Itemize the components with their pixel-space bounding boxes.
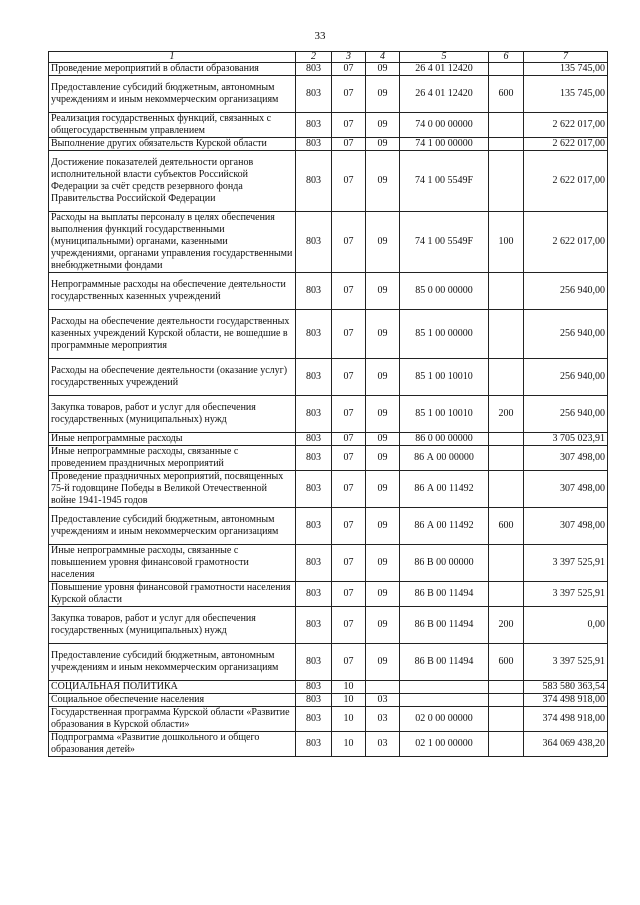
table-row xyxy=(49,545,608,582)
ministry-code: 803 xyxy=(296,644,332,681)
section-code: 07 xyxy=(332,63,366,76)
amount: 135 745,00 xyxy=(524,76,608,113)
section-code: 07 xyxy=(332,545,366,582)
ministry-code: 803 xyxy=(296,433,332,446)
section-code: 07 xyxy=(332,310,366,359)
amount: 256 940,00 xyxy=(524,396,608,433)
expense-type-code xyxy=(489,694,524,707)
target-item-code: 86 А 00 11492 xyxy=(400,508,489,545)
expense-type-code xyxy=(489,707,524,732)
ministry-code: 803 xyxy=(296,359,332,396)
ministry-code: 803 xyxy=(296,694,332,707)
table-row xyxy=(49,732,608,757)
item-name: Иные непрограммные расходы, связанные с повышением уровня финансовой грамотности населения xyxy=(49,545,296,582)
section-code: 07 xyxy=(332,508,366,545)
subsection-code: 09 xyxy=(366,446,400,471)
section-code: 10 xyxy=(332,707,366,732)
expense-type-code: 600 xyxy=(489,76,524,113)
item-name: Закупка товаров, работ и услуг для обеспечения государственных (муниципальных) нужд xyxy=(49,607,296,644)
expense-type-code xyxy=(489,138,524,151)
section-code: 07 xyxy=(332,582,366,607)
item-name: СОЦИАЛЬНАЯ ПОЛИТИКА xyxy=(49,681,296,694)
item-name: Иные непрограммные расходы xyxy=(49,433,296,446)
table-row xyxy=(49,694,608,707)
subsection-code: 09 xyxy=(366,138,400,151)
target-item-code: 26 4 01 12420 xyxy=(400,63,489,76)
section-code: 10 xyxy=(332,681,366,694)
table-row xyxy=(49,644,608,681)
item-name: Проведение мероприятий в области образования xyxy=(49,63,296,76)
expense-type-code: 600 xyxy=(489,508,524,545)
page-number: 33 xyxy=(314,30,326,42)
expense-type-code xyxy=(489,63,524,76)
subsection-code: 09 xyxy=(366,582,400,607)
subsection-code: 09 xyxy=(366,508,400,545)
amount: 256 940,00 xyxy=(524,310,608,359)
target-item-code: 86 В 00 11494 xyxy=(400,607,489,644)
expense-type-code xyxy=(489,151,524,212)
expense-type-code xyxy=(489,471,524,508)
table-row xyxy=(49,113,608,138)
subsection-code: 09 xyxy=(366,433,400,446)
subsection-code: 09 xyxy=(366,113,400,138)
table-row xyxy=(49,508,608,545)
section-code: 07 xyxy=(332,76,366,113)
col-header: 3 xyxy=(332,52,366,63)
column-number-row xyxy=(49,52,608,63)
subsection-code: 09 xyxy=(366,76,400,113)
col-header: 5 xyxy=(400,52,489,63)
target-item-code: 74 1 00 00000 xyxy=(400,138,489,151)
table-row xyxy=(49,273,608,310)
item-name: Расходы на обеспечение деятельности (оказание услуг) государственных учреждений xyxy=(49,359,296,396)
col-header: 7 xyxy=(524,52,608,63)
expense-type-code xyxy=(489,545,524,582)
amount: 307 498,00 xyxy=(524,508,608,545)
section-code: 07 xyxy=(332,644,366,681)
subsection-code: 03 xyxy=(366,732,400,757)
section-code: 10 xyxy=(332,732,366,757)
section-code: 07 xyxy=(332,138,366,151)
table-row xyxy=(49,138,608,151)
table-row xyxy=(49,582,608,607)
expense-type-code xyxy=(489,310,524,359)
ministry-code: 803 xyxy=(296,212,332,273)
item-name: Проведение праздничных мероприятий, посвященных 75-й годовщине Победы в Великой Отечественной войне 1941-1945 годов xyxy=(49,471,296,508)
item-name: Предоставление субсидий бюджетным, автономным учреждениям и иным некоммерческим организациям xyxy=(49,76,296,113)
item-name: Выполнение других обязательств Курской области xyxy=(49,138,296,151)
table-row xyxy=(49,681,608,694)
ministry-code: 803 xyxy=(296,471,332,508)
amount: 2 622 017,00 xyxy=(524,151,608,212)
target-item-code xyxy=(400,694,489,707)
expense-type-code: 200 xyxy=(489,396,524,433)
target-item-code: 85 0 00 00000 xyxy=(400,273,489,310)
target-item-code: 74 1 00 5549F xyxy=(400,212,489,273)
expense-type-code: 100 xyxy=(489,212,524,273)
amount: 0,00 xyxy=(524,607,608,644)
amount: 3 705 023,91 xyxy=(524,433,608,446)
subsection-code: 03 xyxy=(366,707,400,732)
expense-type-code: 200 xyxy=(489,607,524,644)
expense-type-code xyxy=(489,359,524,396)
ministry-code: 803 xyxy=(296,396,332,433)
table-row xyxy=(49,396,608,433)
col-header: 2 xyxy=(296,52,332,63)
amount: 307 498,00 xyxy=(524,446,608,471)
subsection-code: 09 xyxy=(366,607,400,644)
item-name: Государственная программа Курской области «Развитие образования в Курской области» xyxy=(49,707,296,732)
amount: 3 397 525,91 xyxy=(524,644,608,681)
item-name: Предоставление субсидий бюджетным, автономным учреждениям и иным некоммерческим организациям xyxy=(49,508,296,545)
subsection-code: 09 xyxy=(366,359,400,396)
item-name: Предоставление субсидий бюджетным, автономным учреждениям и иным некоммерческим организациям xyxy=(49,644,296,681)
target-item-code: 26 4 01 12420 xyxy=(400,76,489,113)
subsection-code: 09 xyxy=(366,63,400,76)
item-name: Подпрограмма «Развитие дошкольного и общего образования детей» xyxy=(49,732,296,757)
target-item-code: 86 А 00 00000 xyxy=(400,446,489,471)
subsection-code: 09 xyxy=(366,396,400,433)
table-row xyxy=(49,359,608,396)
amount: 256 940,00 xyxy=(524,273,608,310)
table-row xyxy=(49,707,608,732)
expense-type-code: 600 xyxy=(489,644,524,681)
amount: 583 580 363,54 xyxy=(524,681,608,694)
amount: 307 498,00 xyxy=(524,471,608,508)
amount: 374 498 918,00 xyxy=(524,707,608,732)
table-row xyxy=(49,76,608,113)
subsection-code: 09 xyxy=(366,151,400,212)
section-code: 07 xyxy=(332,273,366,310)
section-code: 07 xyxy=(332,607,366,644)
target-item-code: 85 1 00 00000 xyxy=(400,310,489,359)
section-code: 07 xyxy=(332,359,366,396)
subsection-code: 09 xyxy=(366,273,400,310)
target-item-code: 86 В 00 00000 xyxy=(400,545,489,582)
amount: 256 940,00 xyxy=(524,359,608,396)
ministry-code: 803 xyxy=(296,607,332,644)
subsection-code: 09 xyxy=(366,545,400,582)
section-code: 07 xyxy=(332,433,366,446)
target-item-code: 02 1 00 00000 xyxy=(400,732,489,757)
col-header: 4 xyxy=(366,52,400,63)
table-row xyxy=(49,446,608,471)
ministry-code: 803 xyxy=(296,582,332,607)
item-name: Расходы на обеспечение деятельности государственных казенных учреждений Курской области, не вошедшие в программные мероприятия xyxy=(49,310,296,359)
ministry-code: 803 xyxy=(296,76,332,113)
expense-type-code xyxy=(489,113,524,138)
target-item-code: 86 В 00 11494 xyxy=(400,644,489,681)
amount: 2 622 017,00 xyxy=(524,212,608,273)
col-header: 6 xyxy=(489,52,524,63)
ministry-code: 803 xyxy=(296,63,332,76)
item-name: Иные непрограммные расходы, связанные с проведением праздничных мероприятий xyxy=(49,446,296,471)
ministry-code: 803 xyxy=(296,138,332,151)
section-code: 07 xyxy=(332,446,366,471)
table-row xyxy=(49,212,608,273)
budget-table xyxy=(48,51,608,757)
expense-type-code xyxy=(489,582,524,607)
item-name: Реализация государственных функций, связанных с общегосударственным управлением xyxy=(49,113,296,138)
target-item-code: 86 В 00 11494 xyxy=(400,582,489,607)
target-item-code: 85 1 00 10010 xyxy=(400,359,489,396)
subsection-code xyxy=(366,681,400,694)
ministry-code: 803 xyxy=(296,732,332,757)
table-row xyxy=(49,433,608,446)
table-row xyxy=(49,310,608,359)
section-code: 07 xyxy=(332,471,366,508)
expense-type-code xyxy=(489,273,524,310)
expense-type-code xyxy=(489,681,524,694)
amount: 135 745,00 xyxy=(524,63,608,76)
section-code: 10 xyxy=(332,694,366,707)
target-item-code: 86 0 00 00000 xyxy=(400,433,489,446)
item-name: Достижение показателей деятельности органов исполнительной власти субъектов Российской Федерации за счёт средств резервного фонда Правительства Российской Федерации xyxy=(49,151,296,212)
item-name: Расходы на выплаты персоналу в целях обеспечения выполнения функций государственными (муниципальными) органами, казенными учреждениями, органами управления государственными внебюджетными фондами xyxy=(49,212,296,273)
item-name: Повышение уровня финансовой грамотности населения Курской области xyxy=(49,582,296,607)
section-code: 07 xyxy=(332,396,366,433)
target-item-code: 85 1 00 10010 xyxy=(400,396,489,433)
table-row xyxy=(49,63,608,76)
ministry-code: 803 xyxy=(296,273,332,310)
amount: 3 397 525,91 xyxy=(524,582,608,607)
ministry-code: 803 xyxy=(296,508,332,545)
target-item-code xyxy=(400,681,489,694)
amount: 2 622 017,00 xyxy=(524,113,608,138)
section-code: 07 xyxy=(332,113,366,138)
item-name: Закупка товаров, работ и услуг для обеспечения государственных (муниципальных) нужд xyxy=(49,396,296,433)
section-code: 07 xyxy=(332,151,366,212)
amount: 374 498 918,00 xyxy=(524,694,608,707)
subsection-code: 09 xyxy=(366,644,400,681)
ministry-code: 803 xyxy=(296,681,332,694)
amount: 364 069 438,20 xyxy=(524,732,608,757)
item-name: Непрограммные расходы на обеспечение деятельности государственных казенных учреждений xyxy=(49,273,296,310)
subsection-code: 03 xyxy=(366,694,400,707)
col-header: 1 xyxy=(49,52,296,63)
table-row xyxy=(49,151,608,212)
ministry-code: 803 xyxy=(296,446,332,471)
ministry-code: 803 xyxy=(296,310,332,359)
item-name: Социальное обеспечение населения xyxy=(49,694,296,707)
amount: 2 622 017,00 xyxy=(524,138,608,151)
expense-type-code xyxy=(489,446,524,471)
ministry-code: 803 xyxy=(296,707,332,732)
ministry-code: 803 xyxy=(296,545,332,582)
table-row xyxy=(49,471,608,508)
table-row xyxy=(49,607,608,644)
subsection-code: 09 xyxy=(366,471,400,508)
target-item-code: 74 1 00 5549F xyxy=(400,151,489,212)
expense-type-code xyxy=(489,433,524,446)
target-item-code: 86 А 00 11492 xyxy=(400,471,489,508)
amount: 3 397 525,91 xyxy=(524,545,608,582)
subsection-code: 09 xyxy=(366,310,400,359)
expense-type-code xyxy=(489,732,524,757)
ministry-code: 803 xyxy=(296,151,332,212)
target-item-code: 74 0 00 00000 xyxy=(400,113,489,138)
section-code: 07 xyxy=(332,212,366,273)
subsection-code: 09 xyxy=(366,212,400,273)
target-item-code: 02 0 00 00000 xyxy=(400,707,489,732)
ministry-code: 803 xyxy=(296,113,332,138)
